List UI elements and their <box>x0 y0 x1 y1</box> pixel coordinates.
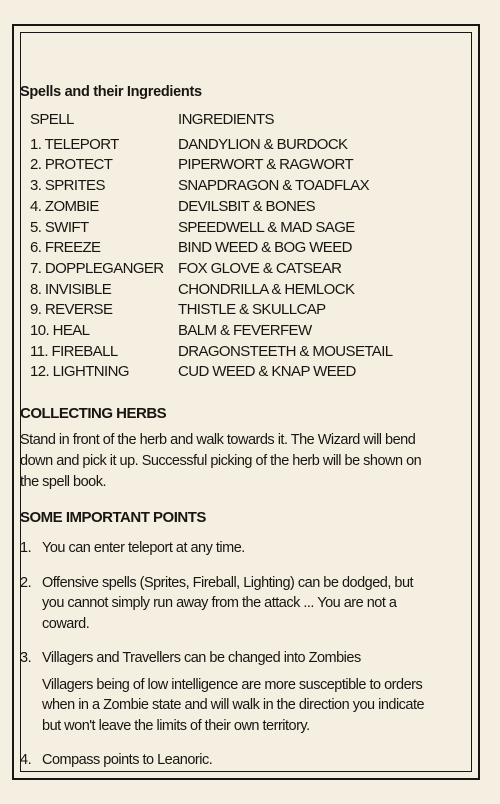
collecting-herbs-text: Stand in front of the herb and walk towards it. The Wizard will bend down and pick it up. Successful picking of the herb will be shown on the spell book. <box>20 432 422 491</box>
table-row <box>20 155 393 176</box>
spell-ingredients: CUD WEED & KNAP WEED <box>178 363 356 381</box>
spell-ingredients: BIND WEED & BOG WEED <box>178 239 352 257</box>
spell-ingredients: CHONDRILLA & HEMLOCK <box>178 280 355 298</box>
spell-name: 4. ZOMBIE <box>30 197 99 215</box>
list-item <box>20 750 430 771</box>
important-points-list <box>20 538 430 771</box>
item-number: 4. <box>20 752 32 769</box>
spell-name: 8. INVISIBLE <box>30 280 112 298</box>
spell-ingredients: FOX GLOVE & CATSEAR <box>178 259 342 277</box>
item-text: You can enter teleport at any time. <box>42 540 245 557</box>
spell-ingredients: DANDYLION & BURDOCK <box>178 135 348 153</box>
item-number: 2. <box>20 574 32 591</box>
spell-ingredients: SPEEDWELL & MAD SAGE <box>178 218 355 236</box>
table-row <box>20 280 393 301</box>
item-text: Villagers and Travellers can be changed into Zombies <box>42 650 361 667</box>
spell-column-header: SPELL <box>30 111 74 128</box>
spell-name: 12. LIGHTNING <box>30 363 129 381</box>
spells-title: Spells and their Ingredients <box>20 84 202 100</box>
spell-name: 1. TELEPORT <box>30 135 119 153</box>
table-row <box>20 176 393 197</box>
spell-name: 10. HEAL <box>30 322 90 340</box>
table-row <box>20 321 393 342</box>
table-row <box>20 300 393 321</box>
page-content <box>20 84 430 785</box>
spell-ingredients: DEVILSBIT & BONES <box>178 197 316 215</box>
spell-name: 7. DOPPLEGANGER <box>30 259 164 277</box>
spell-ingredients: PIPERWORT & RAGWORT <box>178 156 354 174</box>
spell-name: 11. FIREBALL <box>30 342 118 360</box>
table-row <box>20 259 393 280</box>
spell-name: 9. REVERSE <box>30 301 113 319</box>
list-item <box>20 648 430 736</box>
spell-name: 3. SPRITES <box>30 177 105 195</box>
item-number: 3. <box>20 650 32 667</box>
spell-name: 5. SWIFT <box>30 218 89 236</box>
table-row <box>20 135 393 156</box>
item-subtext: Villagers being of low intelligence are more susceptible to orders when in a Zombie state and will walk in the direction you indicate but won't leave the limits of their own territory. <box>42 676 425 734</box>
table-row <box>20 197 393 218</box>
spell-name: 6. FREEZE <box>30 239 101 257</box>
list-item <box>20 573 430 635</box>
spells-table <box>20 110 393 383</box>
collecting-herbs-heading: COLLECTING HERBS <box>20 405 167 423</box>
spell-name: 2. PROTECT <box>30 156 113 174</box>
important-points-heading: SOME IMPORTANT POINTS <box>20 509 206 527</box>
table-row <box>20 342 393 363</box>
spell-ingredients: DRAGONSTEETH & MOUSETAIL <box>178 342 393 360</box>
table-row <box>20 218 393 239</box>
table-row <box>20 238 393 259</box>
ingredients-column-header: INGREDIENTS <box>178 111 274 128</box>
spell-ingredients: SNAPDRAGON & TOADFLAX <box>178 177 370 195</box>
spells-table-header <box>20 110 393 135</box>
item-number: 1. <box>20 540 32 557</box>
table-row <box>20 362 393 383</box>
item-text: Offensive spells (Sprites, Fireball, Lighting) can be dodged, but you cannot simply run away from the attack ... You are not a coward. <box>42 574 414 632</box>
spell-ingredients: THISTLE & SKULLCAP <box>178 301 326 319</box>
list-item <box>20 538 430 559</box>
item-text: Compass points to Leanoric. <box>42 752 213 769</box>
spell-ingredients: BALM & FEVERFEW <box>178 322 312 340</box>
